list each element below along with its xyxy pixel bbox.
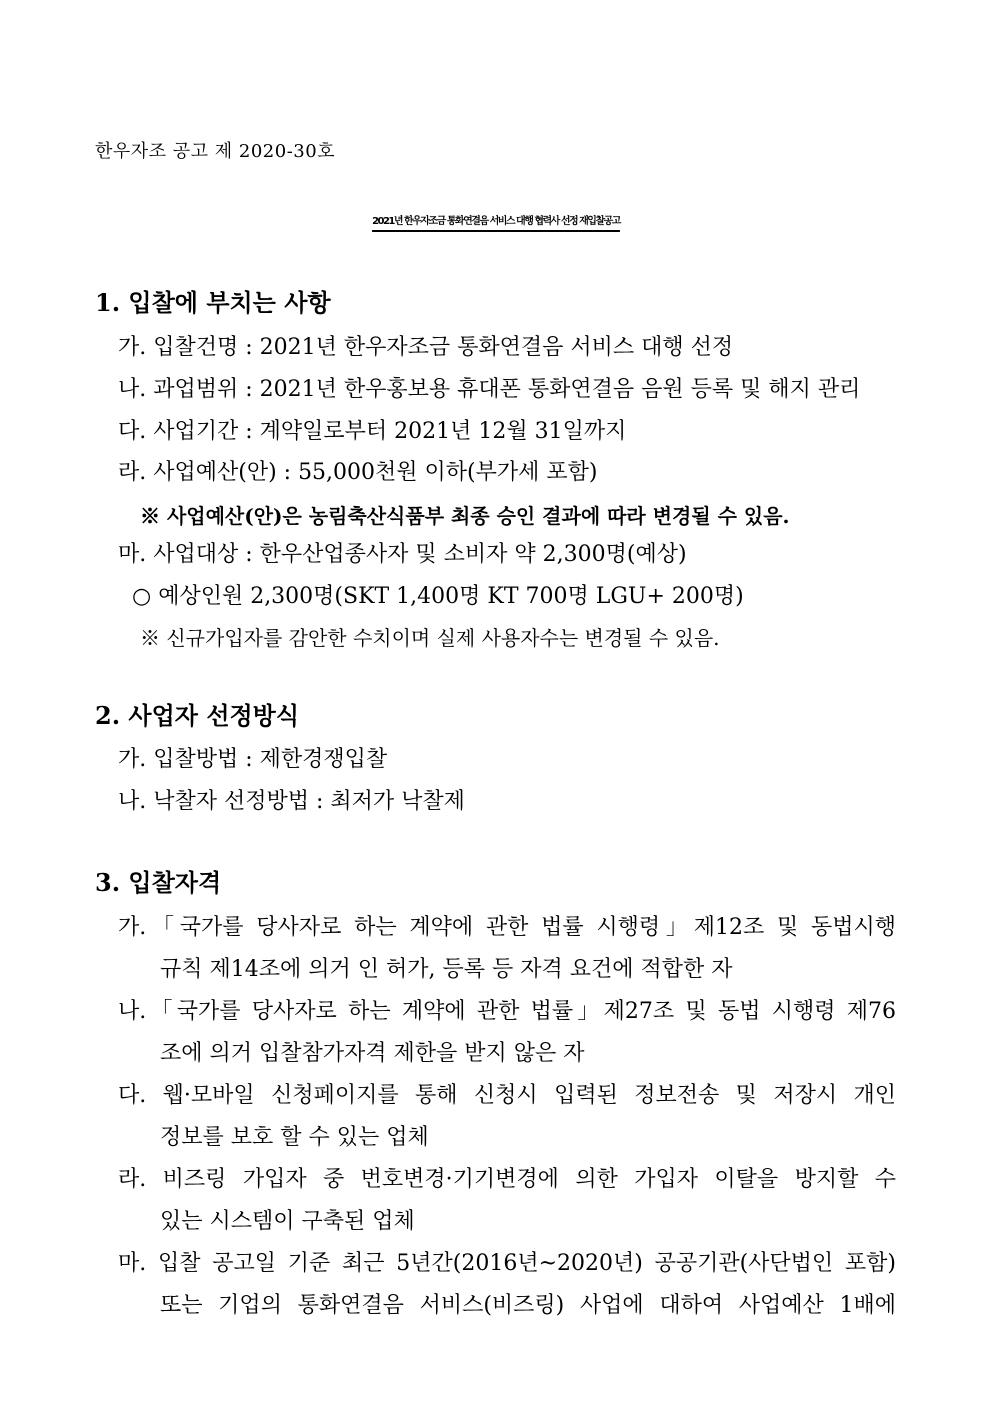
section-1-item-ra: 라. 사업예산(안) : 55,000천원 이하(부가세 포함) bbox=[118, 460, 598, 485]
section-3-item-na-line1: 나.「국가를 당사자로 하는 계약에 관한 법률」제27조 및 동법 시행령 제76 bbox=[118, 999, 896, 1024]
section-1-item-na: 나. 과업범위 : 2021년 한우홍보용 휴대폰 통화연결음 음원 등록 및 해지 관리 bbox=[118, 377, 861, 402]
section-3-item-ma-line2: 또는 기업의 통화연결음 서비스(비즈링) 사업에 대하여 사업예산 1배에 bbox=[160, 1293, 896, 1318]
section-2-item-na: 나. 낙찰자 선정방법 : 최저가 낙찰제 bbox=[118, 789, 465, 814]
section-2-heading: 2. 사업자 선정방식 bbox=[95, 701, 300, 730]
section-2-item-ga: 가. 입찰방법 : 제한경쟁입찰 bbox=[118, 747, 388, 772]
section-1-item-da: 다. 사업기간 : 계약일로부터 2021년 12월 31일까지 bbox=[118, 419, 627, 444]
notice-number: 한우자조 공고 제 2020-30호 bbox=[95, 141, 336, 162]
budget-note: ※ 사업예산(안)은 농림축산식품부 최종 승인 결과에 따라 변경될 수 있음. bbox=[140, 504, 790, 528]
section-3-item-ma-line1: 마. 입찰 공고일 기준 최근 5년간(2016년~2020년) 공공기관(사단법인 포함) bbox=[118, 1251, 896, 1276]
section-1-item-ga: 가. 입찰건명 : 2021년 한우자조금 통화연결음 서비스 대행 선정 bbox=[118, 335, 734, 360]
section-3-item-ra-line2: 있는 시스템이 구축된 업체 bbox=[160, 1209, 415, 1234]
expected-users: ○ 예상인원 2,300명(SKT 1,400명 KT 700명 LGU+ 200명) bbox=[132, 584, 744, 609]
section-3-item-da-line2: 정보를 보호 할 수 있는 업체 bbox=[160, 1125, 429, 1150]
expected-users-note: ※ 신규가입자를 감안한 수치이며 실제 사용자수는 변경될 수 있음. bbox=[140, 626, 720, 650]
section-3-item-ga-line1: 가.「국가를 당사자로 하는 계약에 관한 법률 시행령」제12조 및 동법시행 bbox=[118, 915, 896, 940]
section-3-item-da-line1: 다. 웹·모바일 신청페이지를 통해 신청시 입력된 정보전송 및 저장시 개인 bbox=[118, 1083, 896, 1108]
section-3-item-ga-line2: 규칙 제14조에 의거 인 허가, 등록 등 자격 요건에 적합한 자 bbox=[160, 957, 733, 982]
section-1-item-ma: 마. 사업대상 : 한우산업종사자 및 소비자 약 2,300명(예상) bbox=[118, 542, 687, 567]
section-3-heading: 3. 입찰자격 bbox=[95, 868, 222, 897]
section-3-item-ra-line1: 라. 비즈링 가입자 중 번호변경·기기변경에 의한 가입자 이탈을 방지할 수 bbox=[118, 1167, 896, 1192]
section-3-item-na-line2: 조에 의거 입찰참가자격 제한을 받지 않은 자 bbox=[160, 1041, 585, 1066]
document-title: 2021년 한우자조금 통화연결음 서비스 대행 협력사 선정 재입찰공고 bbox=[372, 216, 620, 227]
section-1-heading: 1. 입찰에 부치는 사항 bbox=[95, 288, 331, 317]
